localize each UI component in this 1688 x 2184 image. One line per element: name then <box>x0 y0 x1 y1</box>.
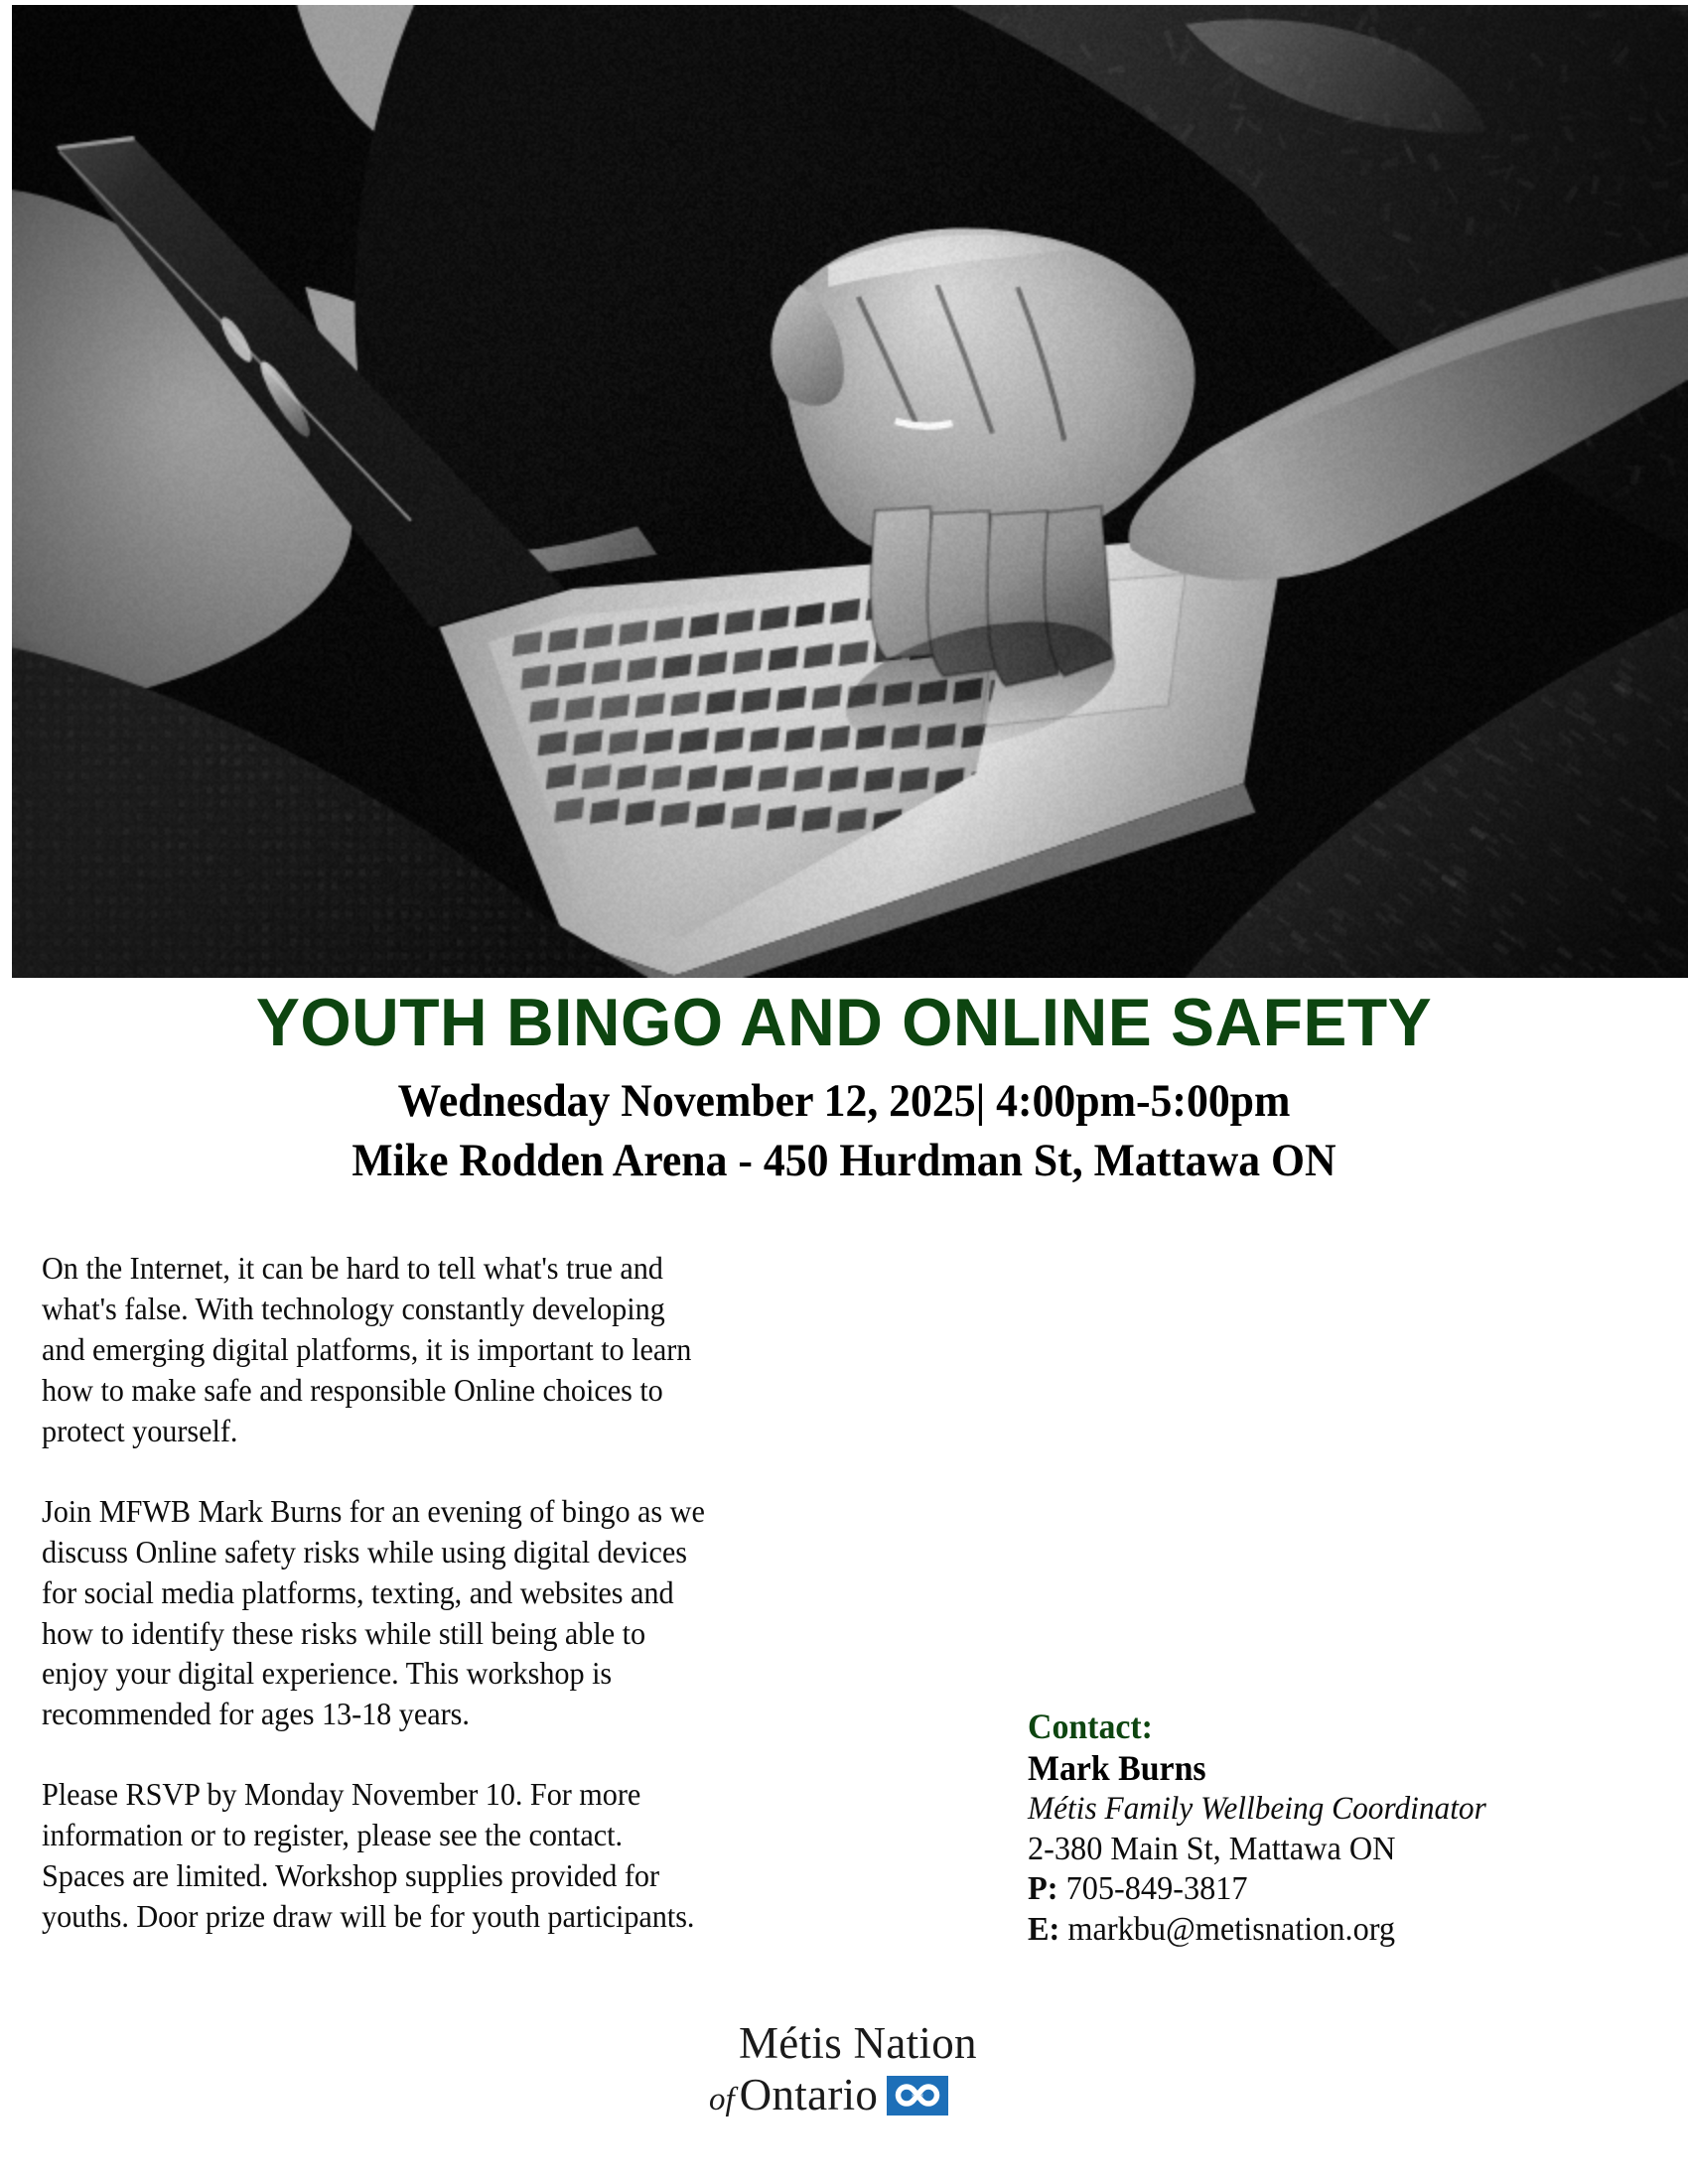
contact-phone-value: 705-849-3817 <box>1065 1870 1248 1908</box>
logo-line-of-ontario <box>709 2070 987 2119</box>
contact-email <box>1028 1910 1613 1951</box>
logo-line-metis-nation: Métis Nation <box>739 2018 977 2068</box>
event-datetime: Wednesday November 12, 2025| 4:00pm-5:00pm <box>397 1075 1291 1128</box>
metis-nation-of-ontario-logo <box>709 2018 987 2138</box>
logo-word-ontario: Ontario <box>739 2070 879 2119</box>
body-paragraph-intro: On the Internet, it can be hard to tell what's true and what's false. With technology constantly developing and emerging digital platforms, it is important to learn how to make safe and responsible Online choices to protect yourself. <box>42 1251 692 1448</box>
contact-email-label: E: <box>1028 1911 1060 1949</box>
infinity-icon <box>887 2076 948 2116</box>
contact-heading: Contact: <box>1028 1706 1153 1746</box>
body-paragraph-rsvp: Please RSVP by Monday November 10. For more information or to register, please see the contact. Spaces are limited. Workshop supplies provided for youths. Door prize draw will be for youth participants. <box>42 1777 695 1935</box>
logo-word-of: of <box>709 2082 735 2117</box>
hero-photo <box>12 5 1688 978</box>
contact-role: Métis Family Wellbeing Coordinator <box>1028 1790 1486 1827</box>
contact-name: Mark Burns <box>1028 1748 1206 1789</box>
contact-address: 2-380 Main St, Mattawa ON <box>1028 1830 1396 1867</box>
contact-email-value: markbu@metisnation.org <box>1067 1911 1396 1949</box>
contact-block <box>1028 1706 1643 1951</box>
title-block <box>0 985 1688 1189</box>
contact-phone-label: P: <box>1028 1870 1058 1908</box>
page-title: YOUTH BINGO AND ONLINE SAFETY <box>255 985 1433 1060</box>
body-paragraph-details: Join MFWB Mark Burns for an evening of bingo as we discuss Online safety risks while using digital devices for social media platforms, texting, and websites and how to identify these risks while still being able to enjoy your digital experience. This workshop is recommended for ages 13-18 years. <box>42 1493 705 1732</box>
contact-phone <box>1028 1869 1613 1910</box>
event-location: Mike Rodden Arena - 450 Hurdman St, Mattawa ON <box>352 1134 1336 1186</box>
laptop-typing-photo <box>12 5 1688 978</box>
body-copy-column <box>42 1249 737 1938</box>
